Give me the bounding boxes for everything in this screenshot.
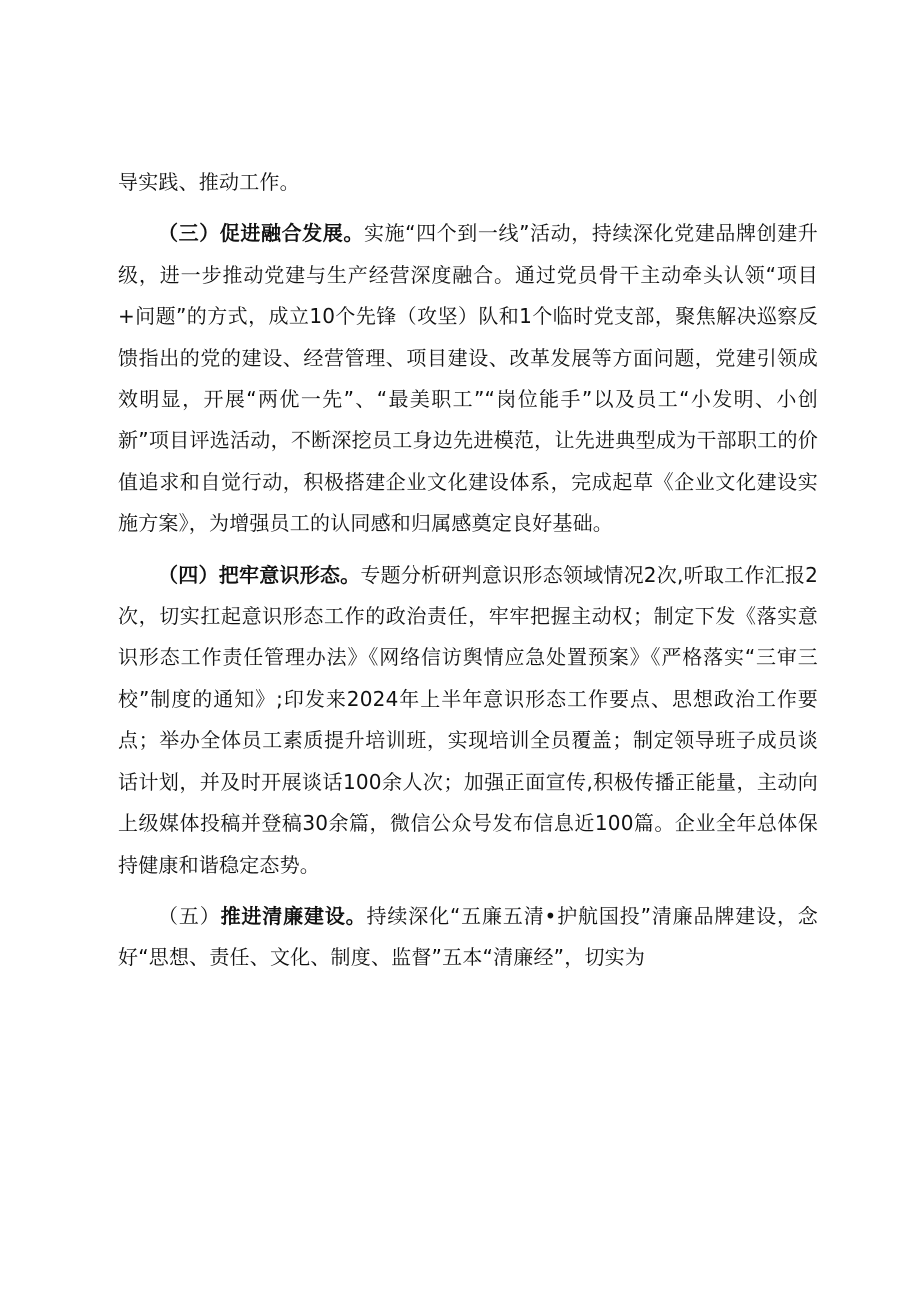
paragraph-section-5 (118, 896, 818, 979)
section-heading: 推进清廉建设。 (220, 903, 367, 928)
paragraph-continuation (118, 162, 818, 203)
paragraph-section-3 (118, 213, 818, 544)
paragraph-text: 专题分析研判意识形态领域情况2次,听取工作汇报2次，切实扛起意识形态工作的政治责任，牢牢把握主动权；制定下发《落实意识形态工作责任管理办法》《网络信访舆情应急处置预案》《严格落实“三审三校”制度的通知》;印发来2024年上半年意识形态工作要点、思想政治工作要点；举办全体员工素质提升培训班，实现培训全员覆盖；制定领导班子成员谈话计划，并及时开展谈话100余人次；加强正面宣传,积极传播正能量，主动向上级媒体投稿并登稿30余篇，微信公众号发布信息近100篇。企业全年总体保持健康和谐稳定态势。 (118, 562, 818, 877)
paragraph-text: 导实践、推动工作。 (118, 170, 300, 194)
document-body (118, 162, 818, 979)
section-heading: （四）把牢意识形态。 (158, 562, 361, 587)
paragraph-section-4 (118, 555, 818, 886)
paragraph-text: 持续深化“五廉五清•护航国投”清廉品牌建设，念好“思想、责任、文化、制度、监督”五本“清廉经”，切实为 (118, 903, 818, 970)
paragraph-text: 实施“四个到一线”活动，持续深化党建品牌创建升级，进一步推动党建与生产经营深度融合。通过党员骨干主动牵头认领“项目+问题”的方式，成立10个先锋（攻坚）队和1个临时党支部，聚焦解决巡察反馈指出的党的建设、经营管理、项目建设、改革发展等方面问题，党建引领成效明显，开展“两优一先”、“最美职工”“岗位能手”以及员工“小发明、小创新”项目评选活动，不断深挖员工身边先进模范，让先进典型成为干部职工的价值追求和自觉行动，积极搭建企业文化建设体系，完成起草《企业文化建设实施方案》，为增强员工的认同感和归属感奠定良好基础。 (118, 221, 819, 536)
section-number: （五） (158, 903, 221, 928)
section-heading: （三）促进融合发展。 (158, 221, 364, 246)
